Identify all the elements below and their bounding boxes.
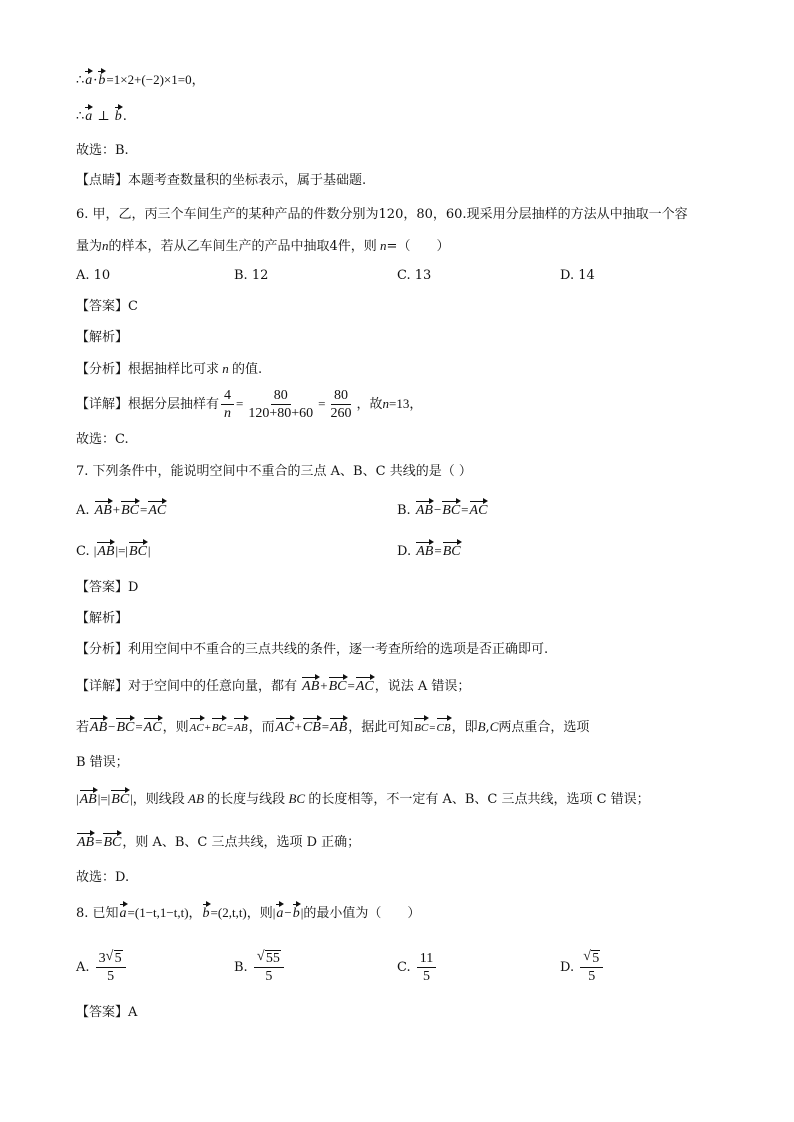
q6-choice: 故选：C. <box>76 432 129 447</box>
eq-perpendicular: ∴a ⊥ b. <box>76 107 127 127</box>
q7-detail-1: 【详解】对于空间中的任意向量，都有 AB+BC=AC，说法 A 错误； <box>76 676 470 697</box>
q8-option-a: A. 3 √ 5 5 <box>76 948 128 988</box>
q7-detail-3: |AB|=|BC|，则线段 AB 的长度与线段 BC 的长度相等，不一定有 A、B、C 三点共线，选项 C 错误； <box>76 789 650 810</box>
q6-option-d: D. 14 <box>560 268 595 283</box>
q7-option-d: D. AB=BC <box>397 541 462 562</box>
vector-a: a <box>84 71 93 91</box>
q7-fenxi: 【分析】利用空间中不重合的三点共线的条件，逐一考查所给的选项是否正确即可. <box>76 642 549 657</box>
q7-detail-4: AB=BC，则 A、B、C 三点共线，选项 D 正确； <box>76 832 360 853</box>
fraction-80-over-sum: $\frac{80}{120+80+60}$ <box>248 388 314 421</box>
q7-analysis: 【解析】 <box>76 611 129 626</box>
q8-option-b: B. √ 55 5 <box>234 948 286 988</box>
q6-analysis: 【解析】 <box>76 330 129 345</box>
q7-option-b: B. AB−BC=AC <box>397 500 488 521</box>
q7-stem: 7. 下列条件中，能说明空间中不重合的三点 A、B、C 共线的是（ ） <box>76 464 472 479</box>
q6-stem-line1: 6. 甲，乙，丙三个车间生产的某种产品的件数分别为120，80，60.现采用分层抽样的方法从中抽取一个容 <box>76 207 688 222</box>
q6-option-b: B. 12 <box>234 268 269 283</box>
q6-stem-line2: 量为n的样本，若从乙车间生产的产品中抽取4件，则 n=（ ） <box>76 238 450 254</box>
q6-detail: 【详解】根据分层抽样有 $\frac{4}{n}$ = $\frac{80}{120+80+60}$ = $\frac{80}{260}$ ，故n=13， <box>76 388 423 421</box>
q7-detail-2-cont: B 错误； <box>76 755 129 770</box>
fraction-80-over-260: $\frac{80}{260}$ <box>330 388 352 421</box>
q6-option-c: C. 13 <box>397 268 432 283</box>
eq-dot-product: ∴a·b=1×2+(−2)×1=0， <box>76 70 205 91</box>
q8-answer: 【答案】A <box>76 1005 138 1020</box>
fraction-4-over-n: $\frac{4}{n}$ <box>221 387 234 422</box>
vector-b: b <box>97 71 106 91</box>
q6-answer: 【答案】C <box>76 299 138 314</box>
q7-choice: 故选：D. <box>76 870 130 885</box>
q7-option-a: A. AB+BC=AC <box>76 500 167 521</box>
q6-option-a: A. 10 <box>76 268 111 283</box>
choice-line: 故选：B. <box>76 143 129 158</box>
q7-option-c: C. |AB|=|BC| <box>76 541 151 562</box>
q7-detail-2: 若AB−BC=AC，则AC+BC=AB，而AC+CB=AB，据此可知BC=CB，即B,C两点重合，选项 <box>76 717 589 738</box>
q6-fenxi: 【分析】根据抽样比可求 n 的值. <box>76 361 263 377</box>
q8-option-d: D. √ 5 5 <box>560 948 605 988</box>
tip-line: 【点睛】本题考查数量积的坐标表示，属于基础题. <box>76 173 367 188</box>
q7-answer: 【答案】D <box>76 580 139 595</box>
q8-stem: 8. 已知a=(1−t,1−t,t)，b=(2,t,t)，则|a−b|的最小值为（ ） <box>76 903 420 924</box>
q8-option-c: C. $\frac{11}{5}$ <box>397 948 438 988</box>
